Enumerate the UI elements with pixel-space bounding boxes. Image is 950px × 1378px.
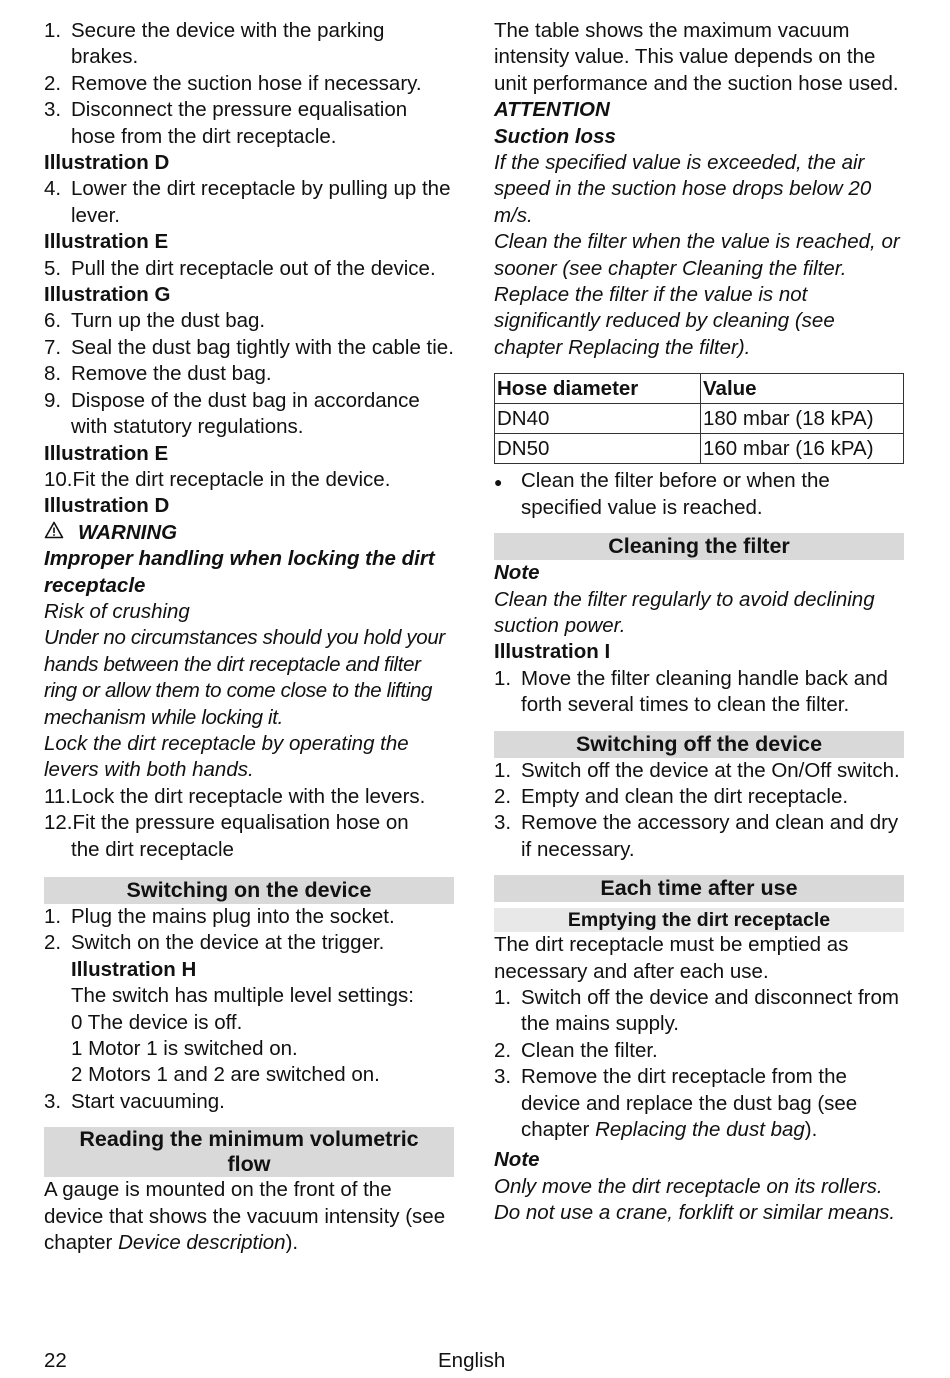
note-text: Only move the dirt receptacle on its rollers. Do not use a crane, forklift or similar means. xyxy=(494,1174,896,1225)
left-column xyxy=(44,18,454,1256)
warning-title: Improper handling when locking the dirt receptacle xyxy=(44,547,435,597)
warning-text: Under no circumstances should you hold your hands between the dirt receptacle and filter ring or allow them to come close to the lifting mechanism while locking it. xyxy=(44,626,445,729)
section-heading: Reading the minimum volumetric flow xyxy=(44,1127,454,1177)
list-item: 1. Plug the mains plug into the socket. xyxy=(44,905,395,928)
attention-text: Replace the filter if the value is not significantly reduced by cleaning (see chapter Replacing the filter). xyxy=(494,283,835,359)
list-item: 12.Fit the pressure equalisation hose on xyxy=(44,811,409,835)
list-item: 1. Switch off the device and disconnect from the mains supply. xyxy=(494,985,899,1036)
illustration-ref: Illustration I xyxy=(494,640,611,664)
list-item: 2. Clean the filter. xyxy=(494,1038,658,1062)
page-number: 22 xyxy=(44,1349,67,1372)
list-item: 5. Pull the dirt receptacle out of the device. xyxy=(44,256,436,280)
right-column xyxy=(494,18,904,1227)
list-item: 8. Remove the dust bag. xyxy=(44,362,272,386)
settings-intro: The switch has multiple level settings: xyxy=(71,984,414,1008)
table-row xyxy=(495,404,904,434)
list-item: 4. Lower the dirt receptacle by pulling up the lever. xyxy=(44,177,451,227)
list-item: 9. Dispose of the dust bag in accordance with statutory regulations. xyxy=(44,388,420,439)
table-cell: 180 mbar (18 kPA) xyxy=(701,404,904,434)
note-text: Clean the filter regularly to avoid declining suction power. xyxy=(494,587,875,637)
list-item: 2. Empty and clean the dirt receptacle. xyxy=(494,784,849,808)
table-header-row xyxy=(495,374,904,404)
list-item: 7. Seal the dust bag tightly with the cable tie. xyxy=(44,335,454,359)
illustration-ref: Illustration D xyxy=(44,151,170,175)
list-item: 3. Remove the accessory and clean and dry if necessary. xyxy=(494,811,899,861)
section-heading: Cleaning the filter xyxy=(494,533,904,560)
bullet-item: ● Clean the filter before or when the specified value is reached. xyxy=(494,468,904,521)
paragraph: The table shows the maximum vacuum intensity value. This value depends on the unit performance and the suction hose used. xyxy=(494,19,899,95)
subsection-heading: Emptying the dirt receptacle xyxy=(494,908,904,932)
list-item: 3. Disconnect the pressure equalisation hose from the dirt receptacle. xyxy=(44,98,408,148)
illustration-ref: Illustration D xyxy=(44,494,170,518)
section-heading: Switching on the device xyxy=(44,877,454,904)
list-item-continuation: the dirt receptacle xyxy=(71,837,234,861)
list-item: 6. Turn up the dust bag. xyxy=(44,309,266,333)
table-header: Value xyxy=(701,374,904,404)
paragraph: A gauge is mounted on the front of the device that shows the vacuum intensity (see chapter Device description). xyxy=(44,1178,446,1255)
warning-risk: Risk of crushing xyxy=(44,599,190,623)
table-cell: DN50 xyxy=(495,434,701,464)
table-header: Hose diameter xyxy=(495,374,701,404)
note-label: Note xyxy=(494,1148,540,1172)
list-item: 1. Move the filter cleaning handle back and forth several times to clean the filter. xyxy=(494,666,888,717)
attention-text: If the specified value is exceeded, the air speed in the suction hose drops below 20 m/s. xyxy=(494,151,872,227)
illustration-ref: Illustration H xyxy=(71,957,197,981)
list-item: 3. Remove the dirt receptacle from the device and replace the dust bag (see chapter Replacing the dust bag). xyxy=(494,1065,858,1141)
list-item: 11.Lock the dirt receptacle with the levers. xyxy=(44,784,426,808)
illustration-ref: Illustration E xyxy=(44,230,169,254)
list-item: 1. Switch off the device at the On/Off switch. xyxy=(494,758,900,782)
list-item: 2. Switch on the device at the trigger. xyxy=(44,931,385,955)
list-item: 2. Remove the suction hose if necessary. xyxy=(44,71,422,95)
list-item: 10.Fit the dirt receptacle in the device. xyxy=(44,467,391,491)
table-cell: DN40 xyxy=(495,404,701,434)
warning-heading xyxy=(44,520,454,546)
table-cell: 160 mbar (16 kPA) xyxy=(701,434,904,464)
illustration-ref: Illustration G xyxy=(44,283,171,307)
note-label: Note xyxy=(494,561,540,585)
setting-item: 2 Motors 1 and 2 are switched on. xyxy=(71,1063,380,1087)
section-heading: Each time after use xyxy=(494,875,904,902)
chapter-reference: Replacing the dust bag xyxy=(595,1118,805,1141)
paragraph: The dirt receptacle must be emptied as necessary and after each use. xyxy=(494,933,849,983)
section-heading: Switching off the device xyxy=(494,731,904,758)
attention-text: Clean the filter when the value is reached, or sooner (see chapter Cleaning the filter. xyxy=(494,230,900,280)
removal-steps-list xyxy=(44,18,454,150)
warning-text: Lock the dirt receptacle by operating the levers with both hands. xyxy=(44,731,409,782)
bullet-dot-icon: ● xyxy=(494,474,503,491)
list-item: 3. Start vacuuming. xyxy=(44,1089,225,1113)
list-item: 1. Secure the device with the parking brakes. xyxy=(44,19,385,69)
setting-item: 1 Motor 1 is switched on. xyxy=(71,1037,298,1061)
warning-triangle-icon xyxy=(44,520,78,546)
warning-label: WARNING xyxy=(78,520,178,544)
table-row xyxy=(495,434,904,464)
attention-title: Suction loss xyxy=(494,124,616,148)
dust-bag-steps-list xyxy=(44,308,454,440)
vacuum-table xyxy=(494,373,904,464)
illustration-ref: Illustration E xyxy=(44,441,169,465)
setting-item: 0 The device is off. xyxy=(71,1010,243,1034)
attention-label: ATTENTION xyxy=(494,98,610,122)
footer-language: English xyxy=(438,1349,506,1372)
chapter-reference: Device description xyxy=(118,1231,286,1255)
